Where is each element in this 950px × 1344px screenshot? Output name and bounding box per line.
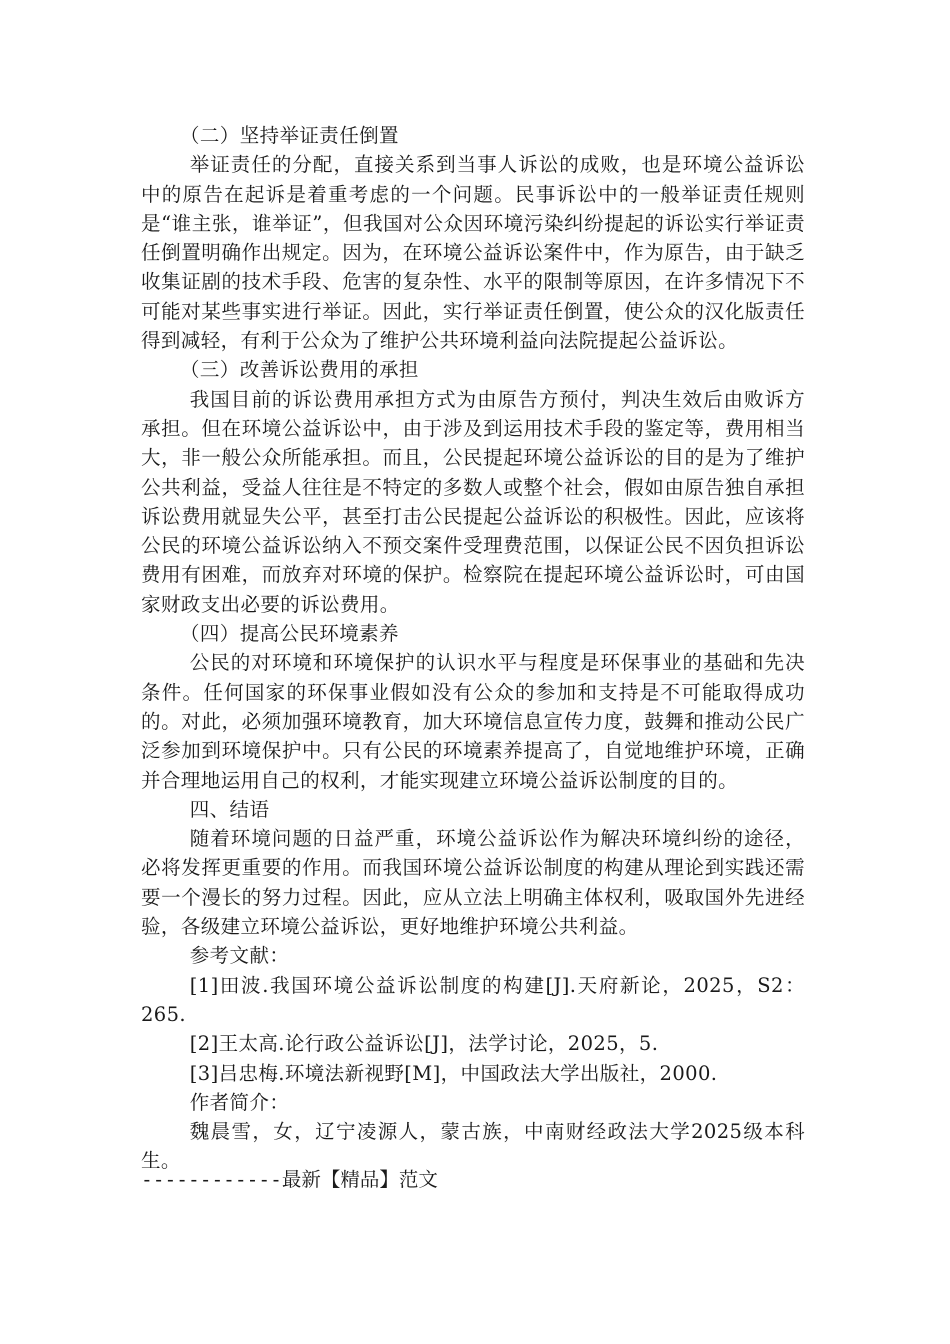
- section-heading-environmental-literacy: （四）提高公民环境素养: [180, 622, 399, 646]
- reference-item-1: [1]田波.我国环境公益诉讼制度的构建[J].天府新论，2025，S2：265.: [141, 973, 805, 1026]
- section-heading-burden-of-proof: （二）坚持举证责任倒置: [180, 124, 399, 147]
- document-body: [141, 121, 805, 1176]
- references-heading: 参考文献：: [189, 944, 290, 968]
- paragraph-environmental-literacy: 公民的对环境和环境保护的认识水平与程度是环保事业的基础和先决条件。任何国家的环保事业假如没有公众的参加和支持是不可能取得成功的。对此，必须加强环境教育，加大环境信息宣传力度，鼓舞和推动公民广泛参加到环境保护中。只有公民的环境素养提高了，自觉地维护环境，正确并合理地运用自己的权利，才能实现建立环境公益诉讼制度的目的。: [141, 651, 805, 792]
- section-heading-litigation-costs: （三）改善诉讼费用的承担: [180, 358, 419, 382]
- author-bio: 魏晨雪，女，辽宁凌源人，蒙古族，中南财经政法大学2025级本科生。: [141, 1120, 805, 1173]
- paragraph-burden-of-proof: 举证责任的分配，直接关系到当事人诉讼的成败，也是环境公益诉讼中的原告在起诉是着重考虑的一个问题。民事诉讼中的一般举证责任规则是“谁主张，谁举证”，但我国对公众因环境污染纠纷提起的诉讼实行举证责任倒置明确作出规定。因为，在环境公益诉讼案件中，作为原告，由于缺乏收集证剧的技术手段、危害的复杂性、水平的限制等原因，在许多情况下不可能对某些事实进行举证。因此，实行举证责任倒置，使公众的汉化版责任得到减轻，有利于公众为了维护公共环境利益向法院提起公益诉讼。: [141, 153, 805, 353]
- paragraph-litigation-costs: 我国目前的诉讼费用承担方式为由原告方预付，判决生效后由败诉方承担。但在环境公益诉讼中，由于涉及到运用技术手段的鉴定等，费用相当大，非一般公众所能承担。而且，公民提起环境公益诉讼的目的是为了维护公共利益，受益人往往是不特定的多数人或整个社会，假如由原告独自承担诉讼费用就显失公平，甚至打击公民提起公益诉讼的积极性。因此，应该将公民的环境公益诉讼纳入不预交案件受理费范围，以保证公民不因负担诉讼费用有困难，而放弃对环境的保护。检察院在提起环境公益诉讼时，可由国家财政支出必要的诉讼费用。: [141, 387, 805, 616]
- reference-item-2: [2]王太高.论行政公益诉讼[J]，法学讨论，2025，5.: [189, 1032, 659, 1056]
- reference-item-3: [3]吕忠梅.环境法新视野[M]，中国政法大学出版社，2000.: [189, 1061, 718, 1085]
- author-heading: 作者简介：: [189, 1090, 290, 1114]
- footer-banner: ------------最新【精品】范文: [141, 1168, 438, 1191]
- section-heading-conclusion: 四、结语: [189, 797, 270, 821]
- paragraph-conclusion: 随着环境问题的日益严重，环境公益诉讼作为解决环境纠纷的途径，必将发挥更重要的作用。而我国环境公益诉讼制度的构建从理论到实践还需要一个漫长的努力过程。因此，应从立法上明确主体权利，吸取国外先进经验，各级建立环境公益诉讼，更好地维护环境公共利益。: [141, 827, 805, 939]
